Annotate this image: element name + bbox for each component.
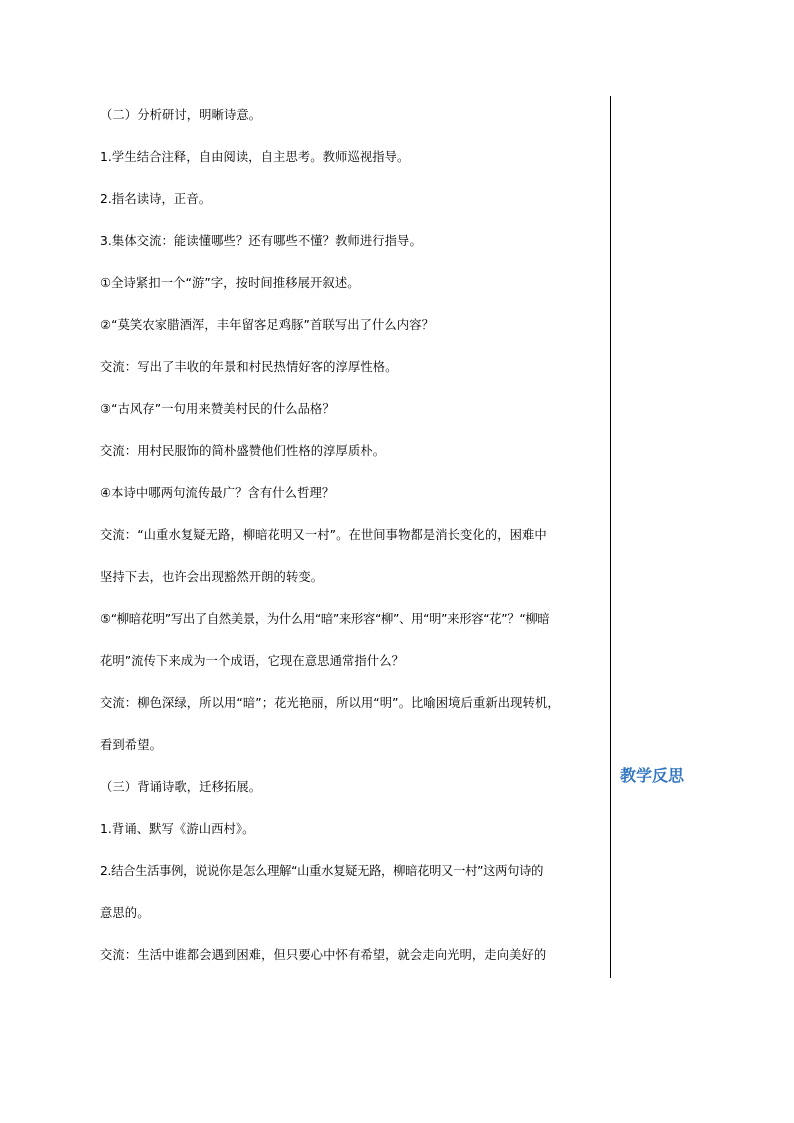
teaching-reflection-heading: 教学反思 <box>620 766 685 785</box>
task-2-answer: 交流：生活中谁都会遇到困难，但只要心中怀有希望，就会走向光明，走向美好的 <box>100 948 547 962</box>
answer-2: 交流：写出了丰收的年景和村民热情好客的淳厚性格。 <box>100 360 398 374</box>
question-5-line-1: ⑤“柳暗花明”写出了自然美景，为什么用“暗”来形容“柳”、用“明”来形容“花”？“柳暗 <box>100 612 550 626</box>
question-5-line-2: 花明”流传下来成为一个成语，它现在意思通常指什么？ <box>100 654 404 668</box>
task-1: 1.背诵、默写《游山西村》。 <box>100 822 255 836</box>
answer-5-line-2: 看到希望。 <box>100 738 162 752</box>
question-3: ③“古风存”一句用来赞美村民的什么品格？ <box>100 402 335 416</box>
answer-3: 交流：用村民服饰的简朴盛赞他们性格的淳厚质朴。 <box>100 444 386 458</box>
task-2-line-2: 意思的。 <box>100 906 150 920</box>
question-1: ①全诗紧扣一个“游”字，按时间推移展开叙述。 <box>100 276 360 290</box>
step-3: 3.集体交流：能读懂哪些？还有哪些不懂？教师进行指导。 <box>100 234 422 248</box>
step-2: 2.指名读诗，正音。 <box>100 192 212 206</box>
task-2-line-1: 2.结合生活事例，说说你是怎么理解“山重水复疑无路，柳暗花明又一村”这两句诗的 <box>100 864 544 878</box>
answer-4-line-1: 交流：“山重水复疑无路，柳暗花明又一村”。在世间事物都是消长变化的，困难中 <box>100 528 547 542</box>
section-heading-2: （二）分析研讨，明晰诗意。 <box>100 108 262 122</box>
column-divider <box>610 96 611 978</box>
answer-4-line-2: 坚持下去，也许会出现豁然开朗的转变。 <box>100 570 324 584</box>
section-heading-3: （三）背诵诗歌，迁移拓展。 <box>100 780 262 794</box>
step-1: 1.学生结合注释，自由阅读，自主思考。教师巡视指导。 <box>100 150 410 164</box>
answer-5-line-1: 交流：柳色深绿，所以用“暗”；花光艳丽，所以用“明”。比喻困境后重新出现转机， <box>100 696 560 710</box>
question-4: ④本诗中哪两句流传最广？含有什么哲理？ <box>100 486 335 500</box>
question-2: ②“莫笑农家腊酒浑，丰年留客足鸡豚”首联写出了什么内容？ <box>100 318 434 332</box>
